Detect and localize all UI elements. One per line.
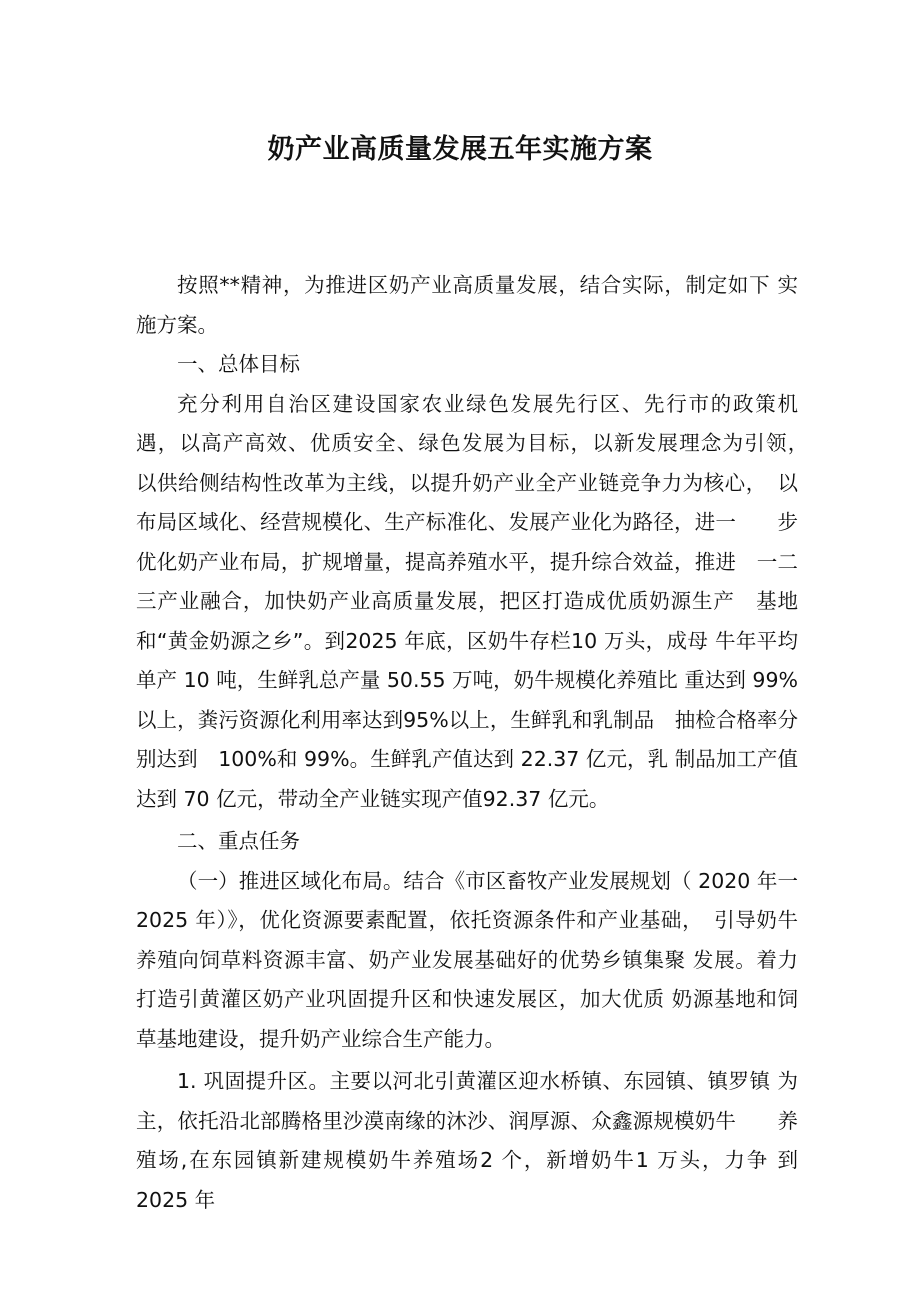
- consolidation-zone-paragraph: 1. 巩固提升区。主要以河北引黄灌区迎水桥镇、东园镇、镇罗镇 为主，依托沿北部腾格里沙漠南缘的沐沙、润厚源、众鑫源规模奶牛 养殖场,在东园镇新建规模奶牛养殖场2 个，新增奶牛1 万头，力争 到 2025 年: [136, 1069, 798, 1212]
- overall-goals-paragraph: 充分利用自治区建设国家农业绿色发展先行区、先行市的政策机 遇，以高产高效、优质安全、绿色发展为目标，以新发展理念为引领， 以供给侧结构性改革为主线，以提升奶产业全产业链竞争力为核心， 以布局区域化、经营规模化、生产标准化、发展产业化为路径，进一 步优化奶产业布局，扩规增量，提高养殖水平，提升综合效益，推进 一二三产业融合，加快奶产业高质量发展，把区打造成优质奶源生产 基地和“黄金奶源之乡”。到2025 年底，区奶牛存栏10 万头，成母 牛年平均单产 10 吨，生鲜乳总产量 50.55 万吨，奶牛规模化养殖比 重达到 99%以上，粪污资源化利用率达到95%以上，生鲜乳和乳制品 抽检合格率分别达到 100%和 99%。生鲜乳产值达到 22.37 亿元，乳 制品加工产值达到 70 亿元，带动全产业链实现产值92.37 亿元。: [136, 391, 819, 811]
- section-heading-key-tasks: 二、重点任务: [177, 829, 300, 853]
- document-title: 奶产业高质量发展五年实施方案: [267, 134, 653, 165]
- intro-paragraph: 按照**精神，为推进区奶产业高质量发展，结合实际，制定如下 实施方案。: [136, 273, 798, 337]
- section-heading-overall-goals: 一、总体目标: [177, 352, 300, 376]
- regional-layout-paragraph: （一）推进区域化布局。结合《市区畜牧产业发展规划（ 2020 年一 2025 年）》，优化资源要素配置，依托资源条件和产业基础， 引导奶牛养殖向饲草料资源丰富、奶产业发展基础好的优势乡镇集聚 发展。着力打造引黄灌区奶产业巩固提升区和快速发展区，加大优质 奶源基地和饲草基地建设，提升奶产业综合生产能力。: [136, 868, 798, 1051]
- document-body: [136, 266, 819, 1220]
